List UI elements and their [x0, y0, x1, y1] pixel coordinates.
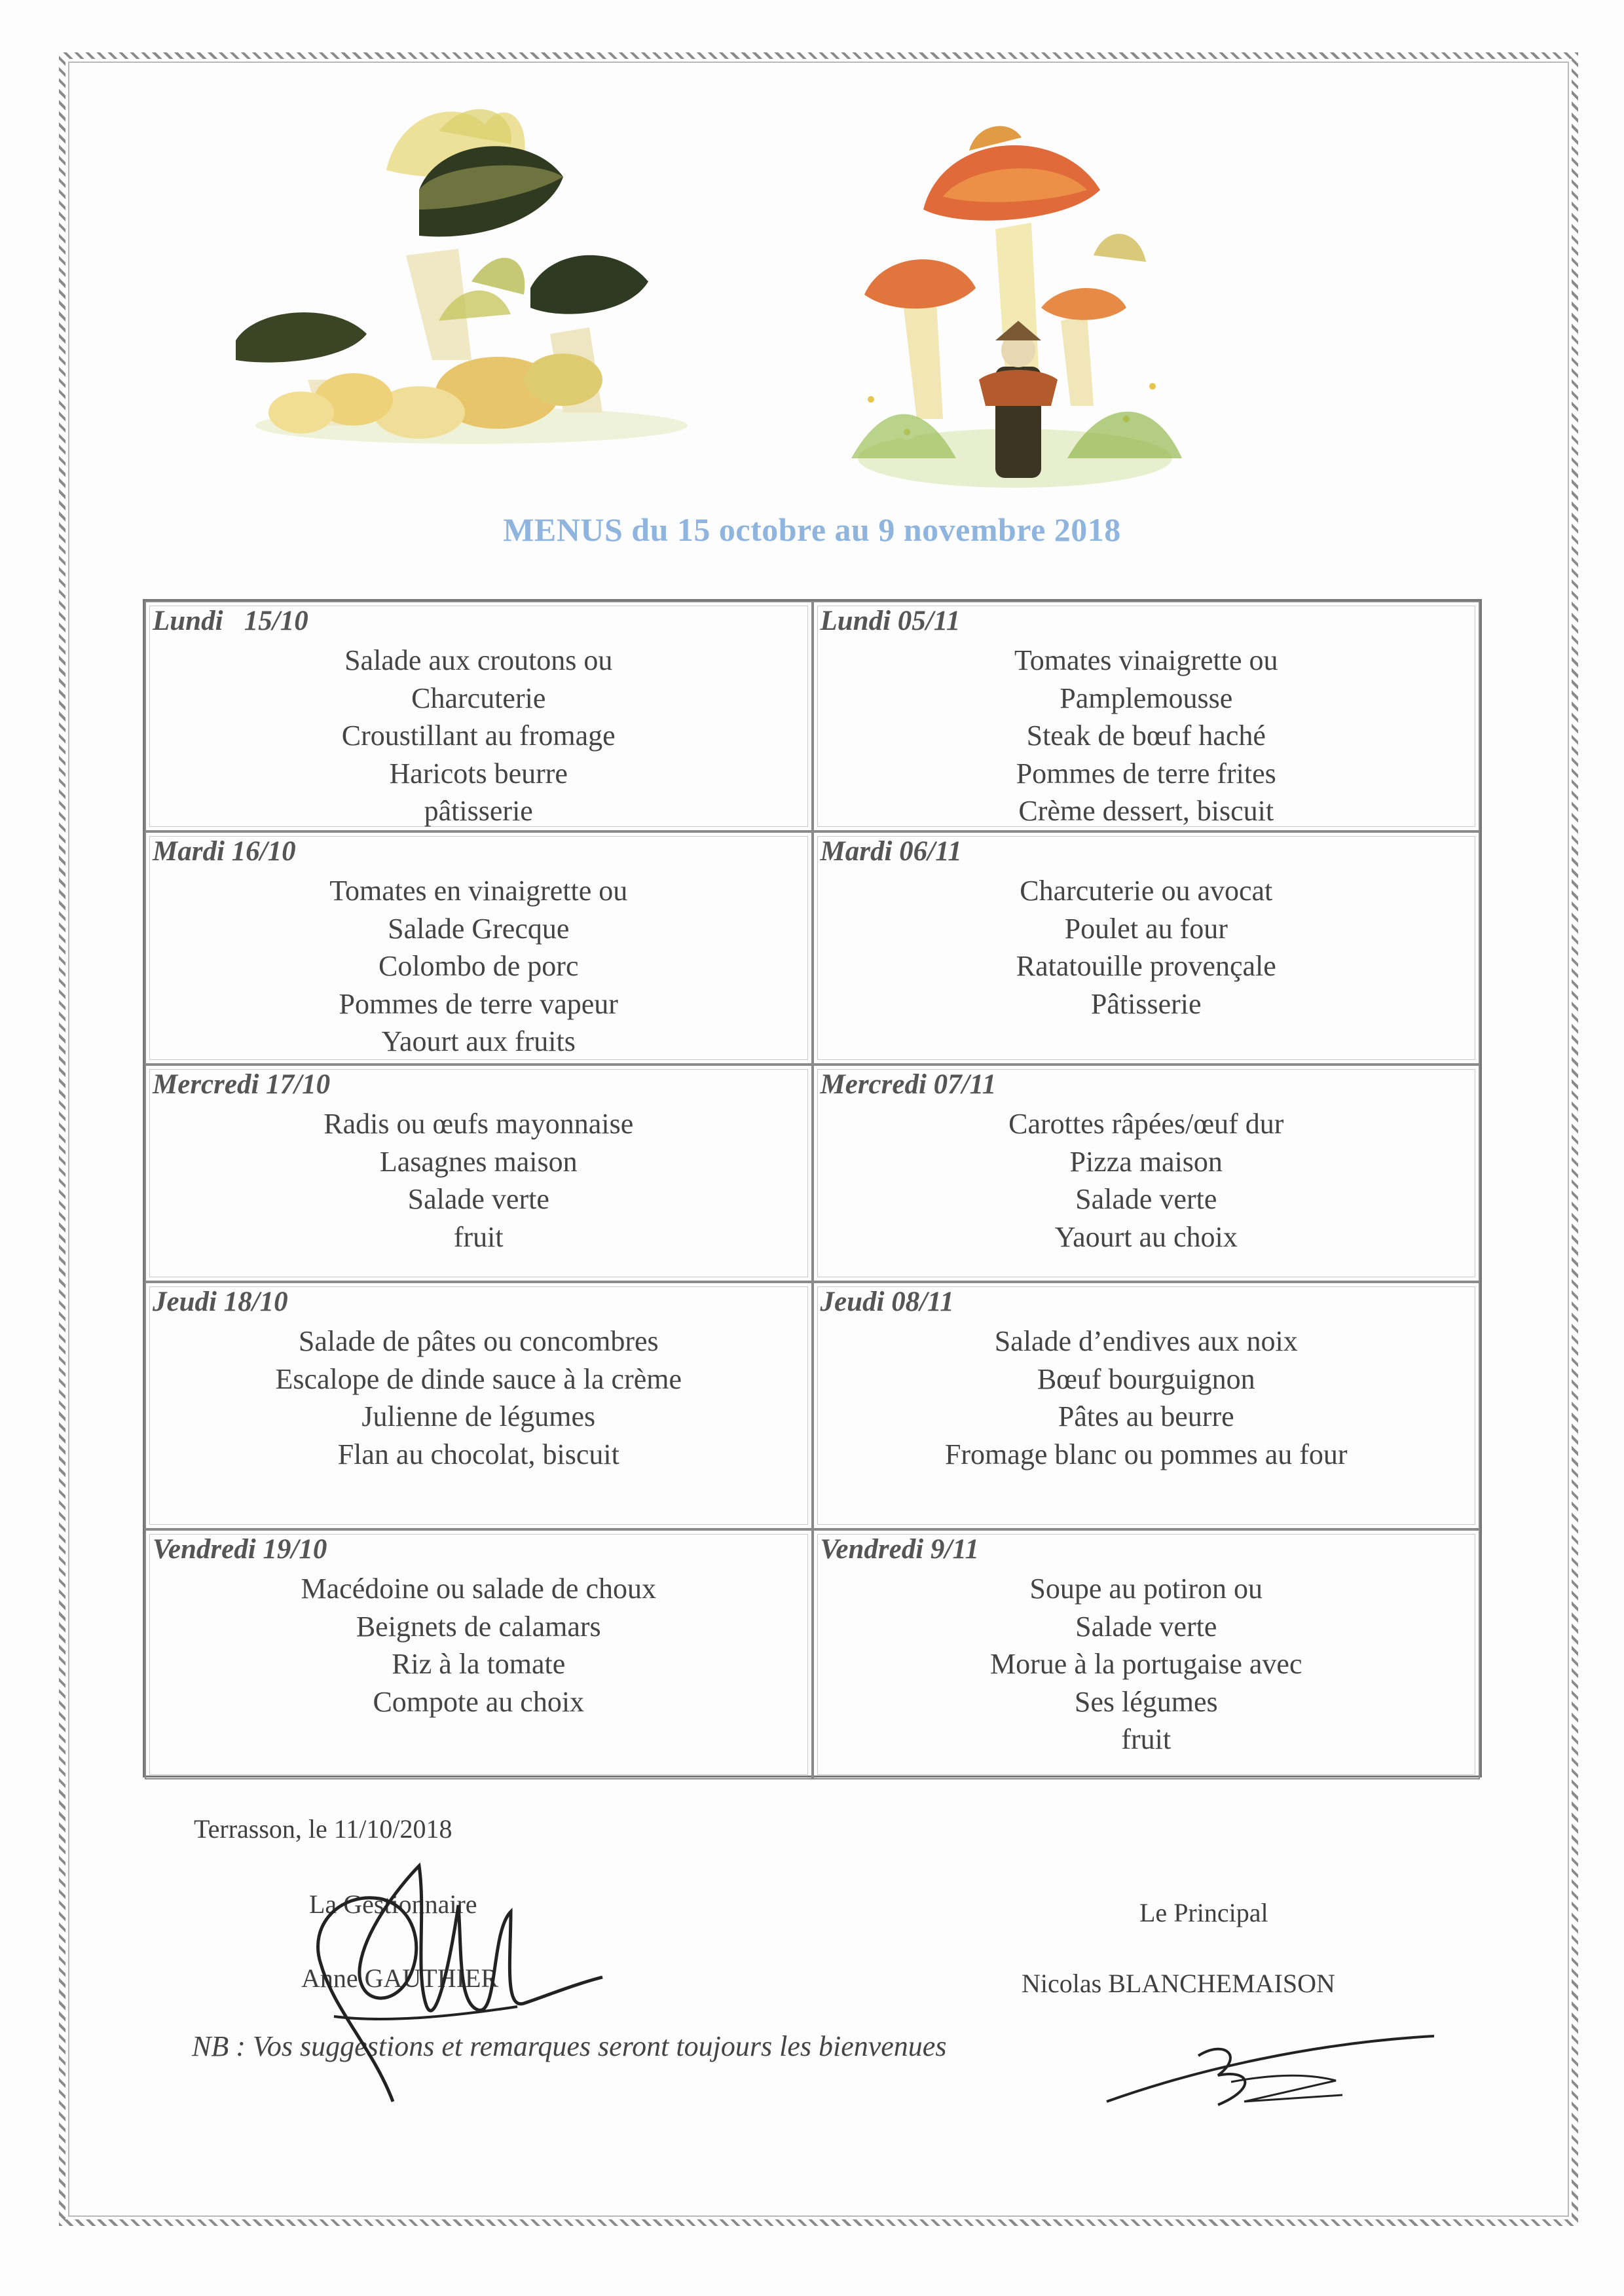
menu-cell	[813, 1529, 1481, 1779]
dish: Pommes de terre vapeur	[339, 987, 618, 1020]
dish: Fromage blanc ou pommes au four	[944, 1438, 1348, 1470]
right-signatory-role: Le Principal	[1139, 1898, 1268, 1927]
dish: fruit	[453, 1220, 504, 1253]
menu-cell	[813, 831, 1481, 1065]
menu-cell	[145, 1529, 813, 1779]
right-signature	[1100, 2030, 1441, 2115]
day-label: Mardi 16/10	[153, 836, 296, 867]
dish: Beignets de calamars	[356, 1610, 601, 1643]
dish-list	[146, 872, 811, 1061]
dish: Tomates en vinaigrette ou	[329, 875, 628, 907]
day-label: Jeudi 08/11	[820, 1286, 954, 1317]
dish: Charcuterie ou avocat	[1020, 875, 1273, 907]
dish-list	[146, 1570, 811, 1721]
dish: Poulet au four	[1064, 912, 1228, 945]
menu-cell	[145, 1282, 813, 1529]
dish: Escalope de dinde sauce à la crème	[275, 1362, 682, 1395]
menu-cell	[145, 601, 813, 831]
left-signatory-name: Anne GAUTHIER	[301, 1963, 499, 1993]
right-signatory-name: Nicolas BLANCHEMAISON	[1022, 1969, 1335, 1998]
dish: Lasagnes maison	[379, 1145, 578, 1178]
dish: Yaourt aux fruits	[381, 1025, 576, 1057]
dish: Salade de pâtes ou concombres	[298, 1325, 659, 1357]
dish-list	[146, 642, 811, 830]
dish: Pâtisserie	[1090, 987, 1202, 1020]
left-signature	[295, 1853, 609, 2108]
dish: Pommes de terre frites	[1016, 757, 1276, 790]
day-label: Lundi 15/10	[153, 606, 308, 636]
day-label: Jeudi 18/10	[153, 1286, 288, 1317]
dish: Haricots beurre	[389, 757, 568, 790]
dish-list	[146, 1322, 811, 1473]
menu-table	[143, 599, 1482, 1777]
dish: Salade d’endives aux noix	[994, 1325, 1298, 1357]
dish: Tomates vinaigrette ou	[1014, 644, 1278, 676]
day-label: Mardi 06/11	[820, 836, 962, 867]
dish: Macédoine ou salade de choux	[301, 1573, 656, 1605]
dish: Salade verte	[1075, 1183, 1217, 1215]
dish: pâtisserie	[424, 795, 533, 827]
left-signatory-role: La Gestionnaire	[309, 1889, 477, 1919]
dish: Ses légumes	[1074, 1685, 1218, 1718]
dish: Salade Grecque	[388, 912, 570, 945]
dish: Radis ou œufs mayonnaise	[323, 1108, 634, 1140]
dish: Pamplemousse	[1060, 682, 1233, 714]
dish-list	[146, 1105, 811, 1256]
footer-note: NB : Vos suggestions et remarques seront toujours les bienvenues	[192, 2030, 947, 2062]
dish: Charcuterie	[411, 682, 546, 714]
dish: Colombo de porc	[378, 950, 579, 982]
mushrooms-pumpkins-illustration	[223, 85, 720, 452]
mushroom-scarecrow-illustration	[845, 92, 1185, 491]
dish-list	[814, 1105, 1479, 1256]
dish: Salade verte	[407, 1183, 549, 1215]
dish: Croustillant au fromage	[341, 720, 616, 752]
dish-list	[814, 642, 1479, 830]
dish: Pâtes au beurre	[1058, 1400, 1234, 1432]
day-label: Lundi 05/11	[820, 606, 961, 636]
dish-list	[814, 1322, 1479, 1473]
day-label: Mercredi 17/10	[153, 1069, 331, 1100]
dish: Steak de bœuf haché	[1026, 720, 1266, 752]
dish: Pizza maison	[1069, 1145, 1223, 1178]
dish: Bœuf bourguignon	[1037, 1362, 1255, 1395]
menu-cell	[813, 601, 1481, 831]
dish: Ratatouille provençale	[1016, 950, 1276, 982]
dish: Crème dessert, biscuit	[1018, 795, 1274, 827]
dish: Compote au choix	[373, 1685, 585, 1718]
place-date: Terrasson, le 11/10/2018	[194, 1814, 452, 1844]
dish-list	[814, 872, 1479, 1023]
day-label: Vendredi 19/10	[153, 1534, 327, 1565]
page-title: MENUS du 15 octobre au 9 novembre 2018	[503, 511, 1121, 548]
menu-cell	[813, 1282, 1481, 1529]
menu-cell	[813, 1065, 1481, 1282]
dish: Salade aux croutons ou	[344, 644, 613, 676]
dish: Morue à la portugaise avec	[990, 1648, 1302, 1680]
dish: fruit	[1121, 1723, 1172, 1755]
dish: Salade verte	[1075, 1610, 1217, 1643]
menu-cell	[145, 831, 813, 1065]
dish: Julienne de légumes	[361, 1400, 596, 1432]
dish: Riz à la tomate	[392, 1648, 566, 1680]
day-label: Mercredi 07/11	[820, 1069, 997, 1100]
dish-list	[814, 1570, 1479, 1758]
dish: Yaourt au choix	[1054, 1220, 1238, 1253]
dish: Soupe au potiron ou	[1029, 1573, 1263, 1605]
dish: Flan au chocolat, biscuit	[337, 1438, 619, 1470]
dish: Carottes râpées/œuf dur	[1008, 1108, 1284, 1140]
menu-cell	[145, 1065, 813, 1282]
day-label: Vendredi 9/11	[820, 1534, 980, 1565]
